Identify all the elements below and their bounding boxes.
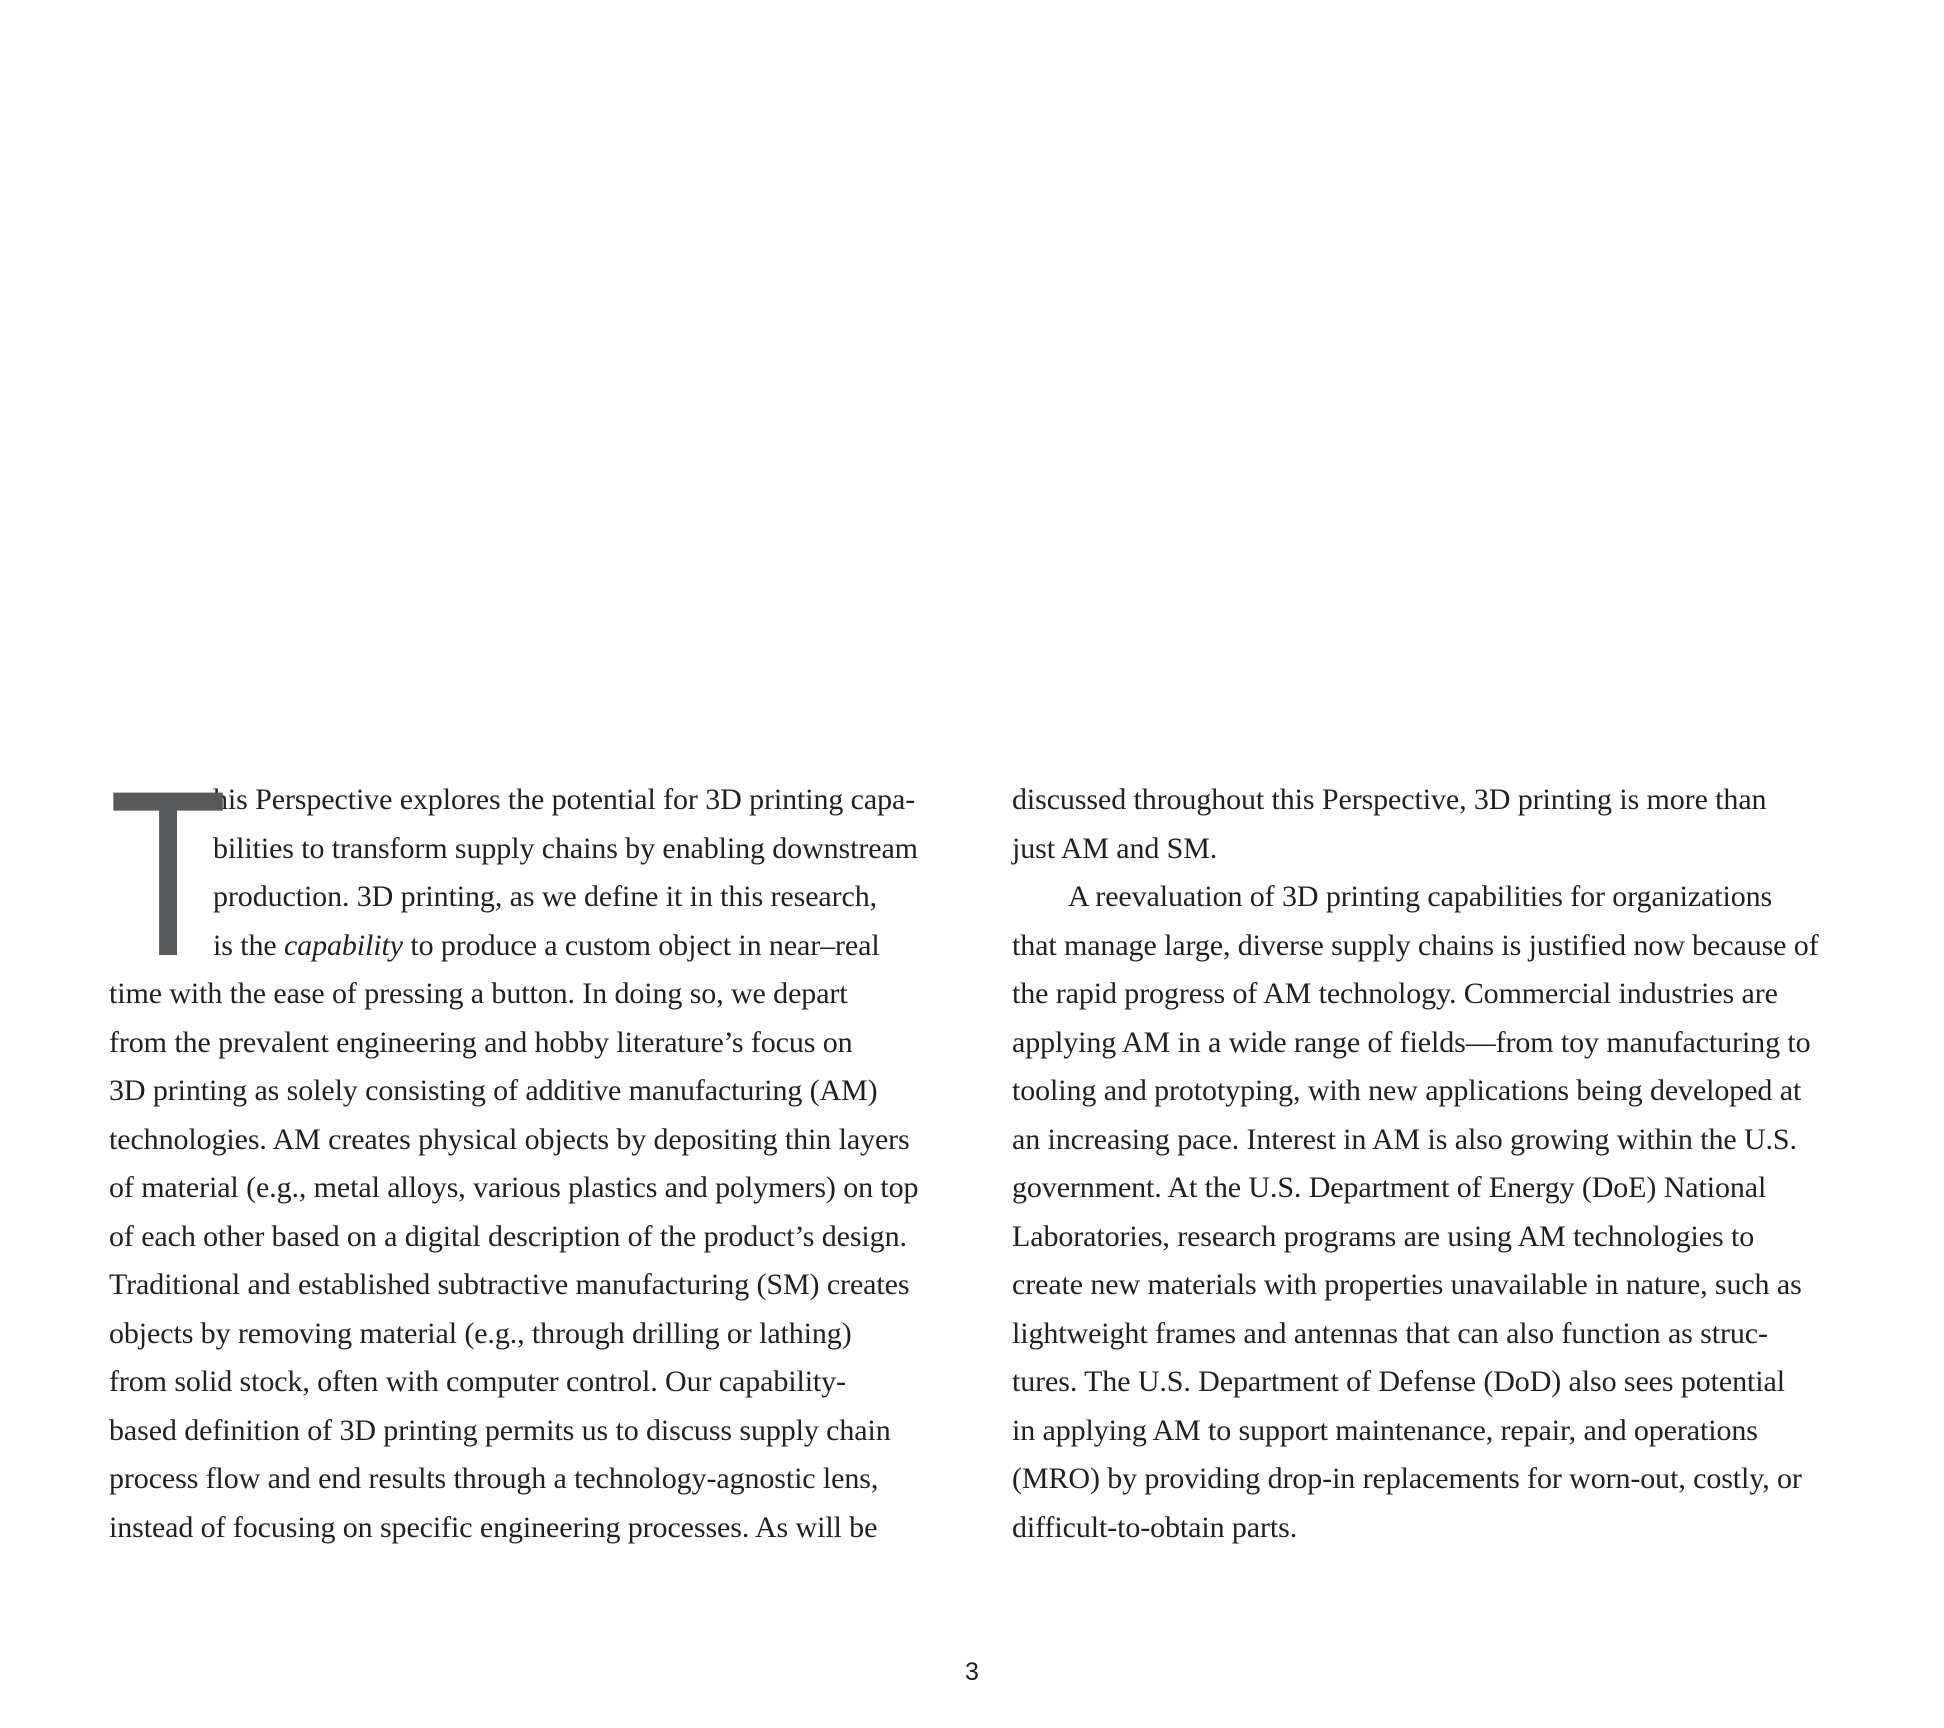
text-line: an increasing pace. Interest in AM is also growing within the U.S.: [1012, 1122, 1797, 1156]
text-line: his Perspective explores the potential for 3D printing capa-: [213, 783, 916, 816]
text-line: instead of focusing on specific engineering processes. As will be: [109, 1510, 878, 1544]
text-line: (MRO) by providing drop-in replacements for worn-out, costly, or: [1012, 1462, 1802, 1495]
text-line: of material (e.g., metal alloys, various plastics and polymers) on top: [109, 1171, 919, 1204]
text-line: lightweight frames and antennas that can also function as struc-: [1012, 1316, 1768, 1350]
text-line: tooling and prototyping, with new applications being developed at: [1012, 1074, 1802, 1107]
text-run: to produce a custom object in near–real: [402, 928, 880, 962]
text-line: objects by removing material (e.g., through drilling or lathing): [109, 1316, 852, 1350]
text-line: process flow and end results through a technology-agnostic lens,: [109, 1462, 879, 1495]
right-column: [1012, 776, 1862, 1552]
text-line: bilities to transform supply chains by enabling downstream: [213, 831, 918, 865]
text-line: of each other based on a digital description of the product’s design.: [109, 1219, 907, 1253]
page-number: 3: [965, 1658, 979, 1686]
emphasis-capability: capability: [283, 928, 403, 962]
text-line: create new materials with properties unavailable in nature, such as: [1012, 1268, 1802, 1301]
left-column: [109, 742, 949, 1552]
text-line: from the prevalent engineering and hobby literature’s focus on: [109, 1025, 853, 1059]
text-line: discussed throughout this Perspective, 3D printing is more than: [1012, 783, 1767, 816]
drop-cap: T: [109, 742, 228, 1006]
text-line: 3D printing as solely consisting of additive manufacturing (AM): [109, 1074, 878, 1107]
text-line: time with the ease of pressing a button. In doing so, we depart: [109, 977, 848, 1010]
text-line: applying AM in a wide range of fields—from toy manufacturing to: [1012, 1025, 1811, 1059]
text-line: just AM and SM.: [1012, 831, 1218, 865]
text-line: Traditional and established subtractive manufacturing (SM) creates: [109, 1268, 910, 1301]
text-line: government. At the U.S. Department of Energy (DoE) National: [1012, 1171, 1767, 1204]
text-line: based definition of 3D printing permits us to discuss supply chain: [109, 1413, 891, 1447]
text-run: is the: [213, 928, 284, 962]
text-line: from solid stock, often with computer control. Our capability-: [109, 1365, 846, 1398]
text-line: technologies. AM creates physical objects by depositing thin layers: [109, 1122, 910, 1156]
text-line: in applying AM to support maintenance, repair, and operations: [1012, 1413, 1758, 1447]
text-line: A reevaluation of 3D printing capabilities for organizations: [1068, 880, 1773, 913]
text-line: difficult-to-obtain parts.: [1012, 1510, 1298, 1544]
text-line: production. 3D printing, as we define it in this research,: [213, 880, 878, 913]
text-line: that manage large, diverse supply chains is justified now because of: [1012, 928, 1819, 962]
text-line: [109, 922, 949, 971]
text-line: the rapid progress of AM technology. Commercial industries are: [1012, 977, 1778, 1010]
text-line: tures. The U.S. Department of Defense (DoD) also sees potential: [1012, 1365, 1785, 1398]
text-line: Laboratories, research programs are using AM technologies to: [1012, 1219, 1755, 1253]
